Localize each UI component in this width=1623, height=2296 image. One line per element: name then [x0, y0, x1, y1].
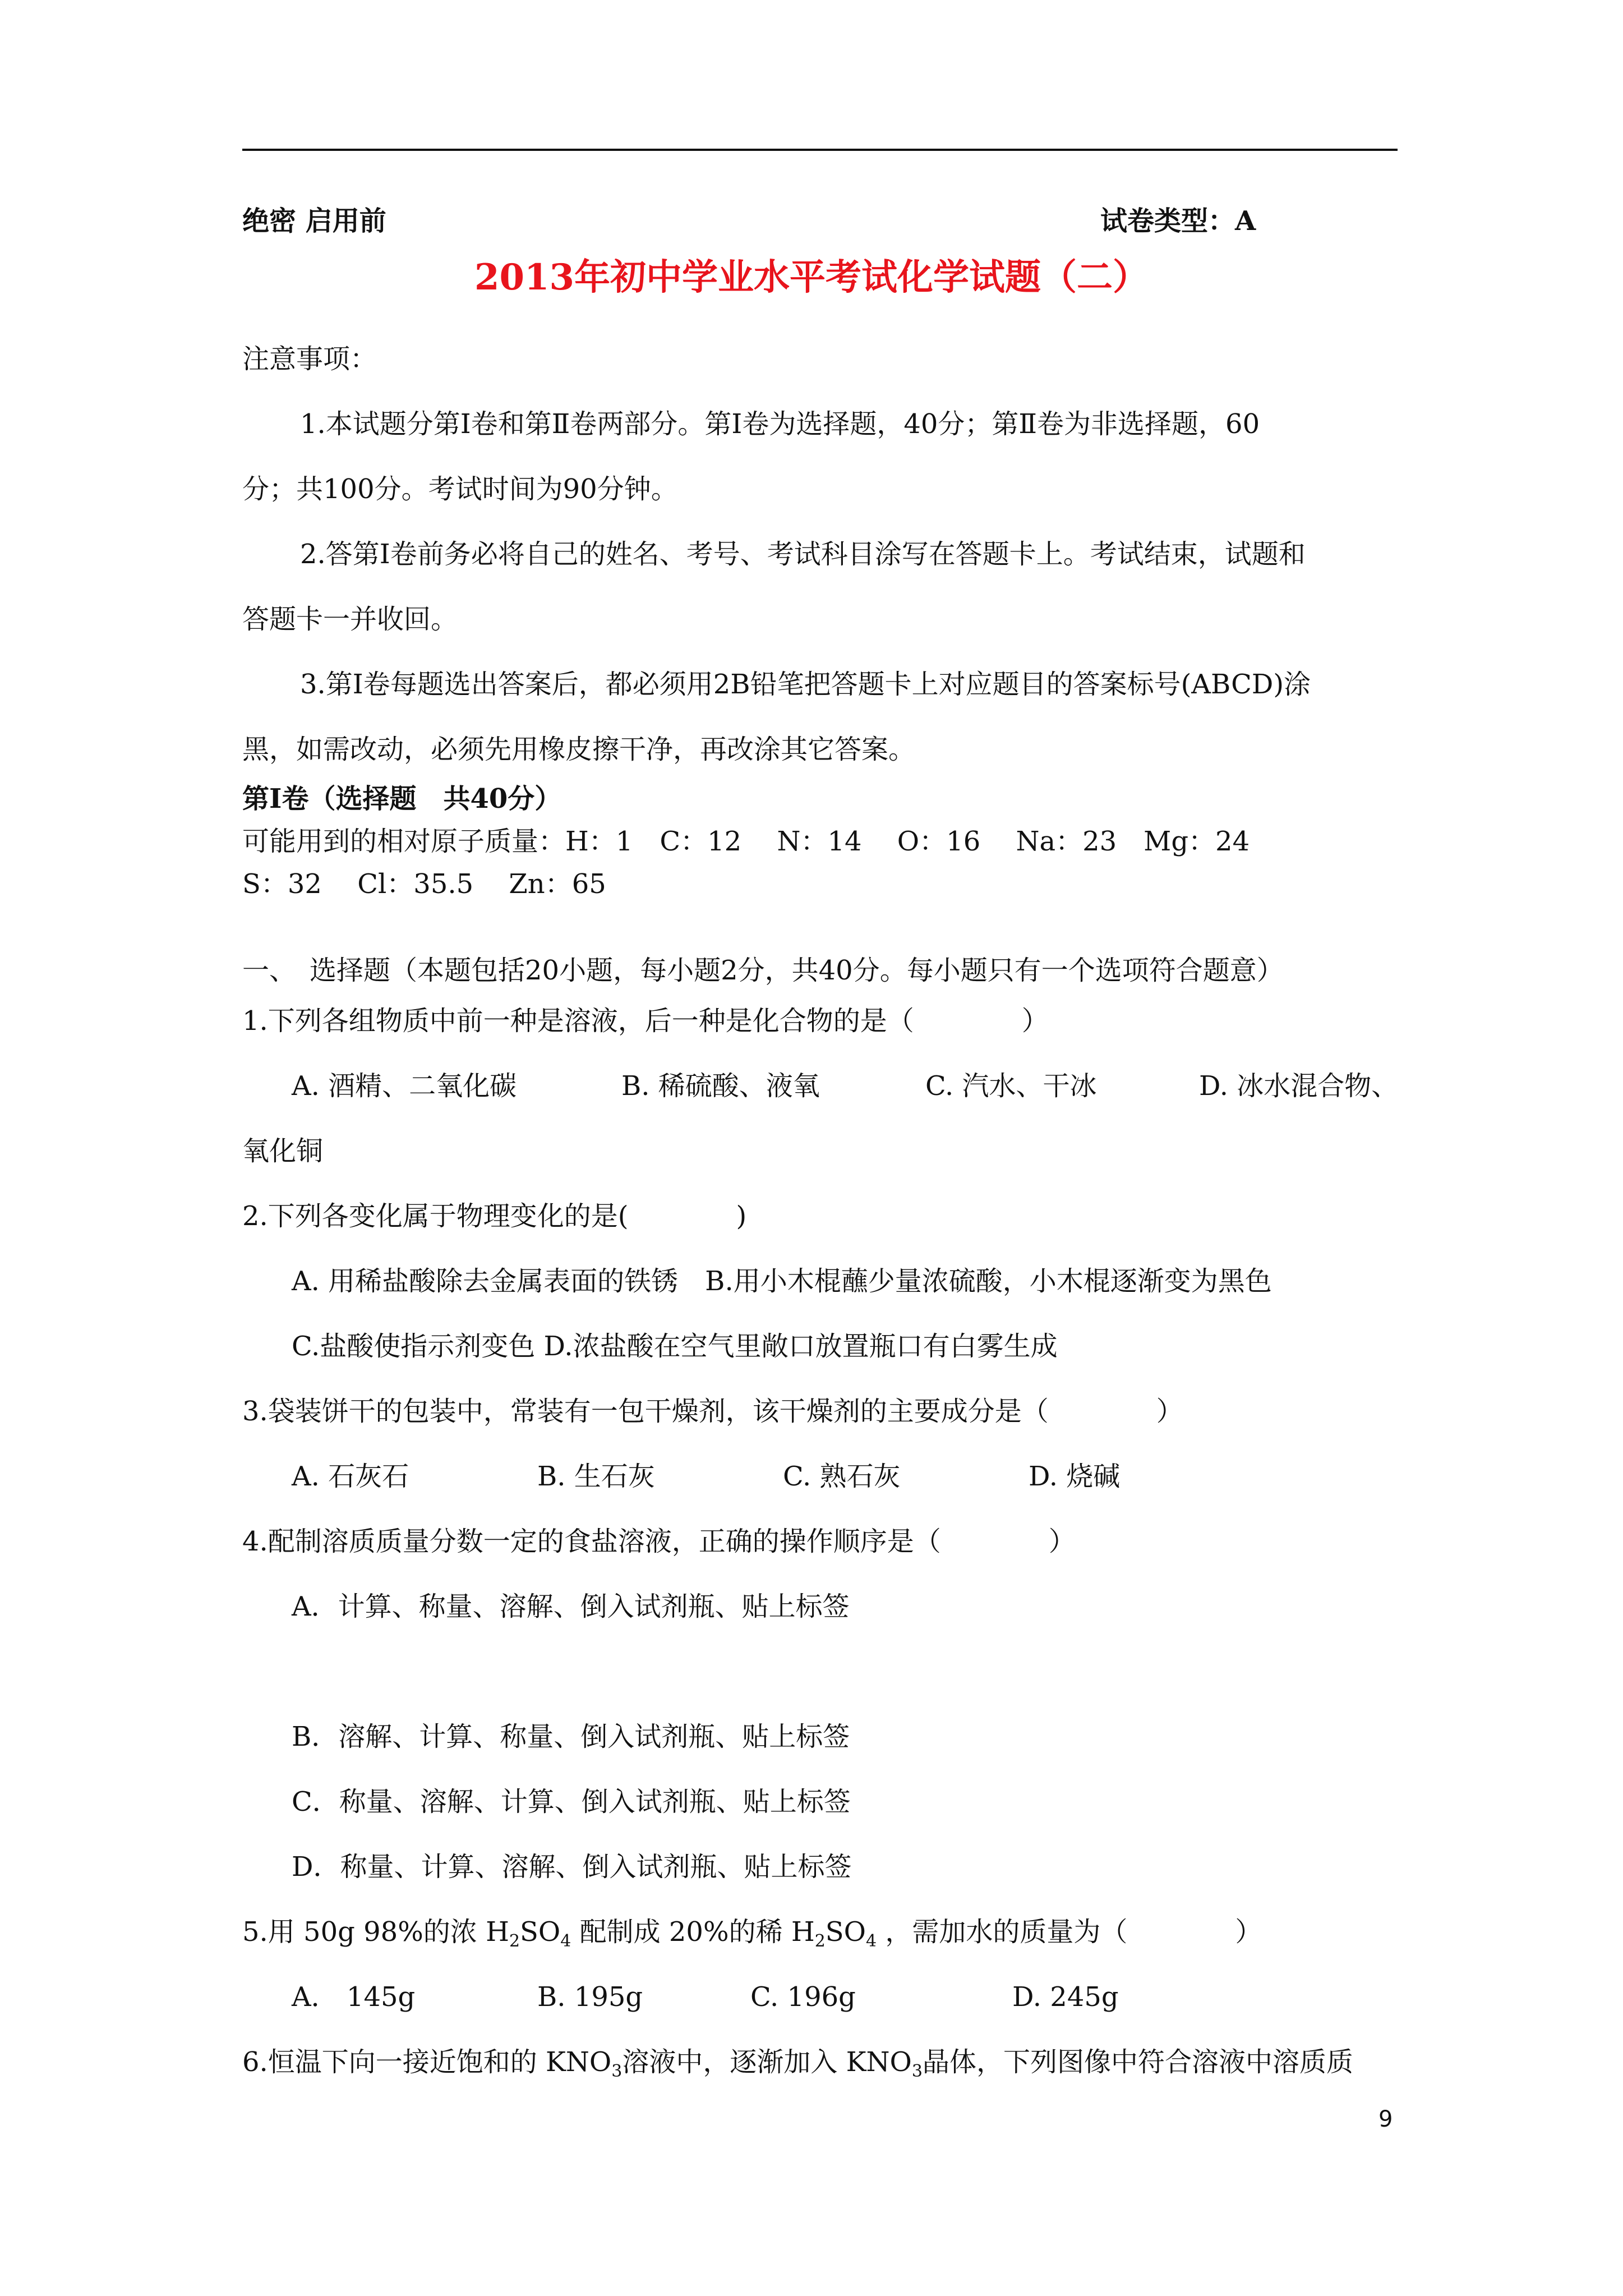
note-1: 1.本试题分第Ⅰ卷和第Ⅱ卷两部分。第Ⅰ卷为选择题，40分；第Ⅱ卷为非选择题，60 [300, 408, 1260, 440]
q5-option-c: C. 196g [750, 1981, 856, 2013]
q5-sub: 2 [814, 1931, 826, 1951]
q6-stem-text: 晶体，下列图像中符合溶液中溶质质 [922, 2046, 1353, 2078]
q5-sub: 4 [560, 1931, 571, 1951]
q5-sub: 4 [866, 1931, 877, 1951]
q5-stem-text: 配制成 20%的稀 H [571, 1916, 815, 1948]
q1-option-a: A. 酒精、二氧化碳 [292, 1070, 517, 1102]
note-2-cont: 答题卡一并收回。 [242, 604, 458, 635]
q5-option-d: D. 245g [1012, 1981, 1119, 2013]
q1-option-d: D. 冰水混合物、 [1199, 1070, 1399, 1102]
q5-option-b: B. 195g [537, 1981, 643, 2013]
q1-option-b: B. 稀硫酸、液氧 [621, 1070, 820, 1102]
header-rule [242, 149, 1398, 151]
q6-sub: 3 [911, 2062, 923, 2081]
q5-stem-text: SO [520, 1916, 561, 1948]
note-3: 3.第Ⅰ卷每题选出答案后，都必须用2B铅笔把答题卡上对应题目的答案标号(ABCD)涂 [300, 669, 1311, 700]
q5-sub: 2 [509, 1931, 520, 1951]
page-number: 9 [1378, 2106, 1393, 2132]
q2-options-cd: C.盐酸使指示剂变色 D.浓盐酸在空气里敞口放置瓶口有白雾生成 [292, 1331, 1058, 1362]
q6-stem-text: 6.恒温下向一接近饱和的 KNO [242, 2046, 612, 2078]
q4-option-a: A．计算、称量、溶解、倒入试剂瓶、贴上标签 [292, 1591, 850, 1622]
q4-option-c: C．称量、溶解、计算、倒入试剂瓶、贴上标签 [292, 1786, 851, 1818]
note-2: 2.答第Ⅰ卷前务必将自己的姓名、考号、考试科目涂写在答题卡上。考试结束，试题和 [300, 539, 1306, 570]
q1-option-d-cont: 氧化铜 [242, 1135, 324, 1167]
q3-option-c: C. 熟石灰 [783, 1461, 901, 1492]
note-1-cont: 分；共100分。考试时间为90分钟。 [242, 473, 678, 505]
q5-option-a: A． 145g [292, 1981, 416, 2013]
q6-stem [242, 2045, 1353, 2079]
q1-option-c: C. 汽水、干冰 [925, 1070, 1097, 1102]
part-heading: 一、 选择题（本题包括20小题，每小题2分，共40分。每小题只有一个选项符合题意） [242, 955, 1284, 986]
q2-options-ab: A. 用稀盐酸除去金属表面的铁锈 B.用小木棍蘸少量浓硫酸，小木棍逐渐变为黑色 [292, 1266, 1272, 1297]
notes-heading: 注意事项： [242, 343, 377, 375]
q5-stem-text: 5.用 50g 98%的浓 H [242, 1916, 509, 1948]
q6-stem-text: 溶液中，逐渐加入 KNO [622, 2046, 912, 2078]
q3-option-a: A. 石灰石 [292, 1461, 409, 1492]
q5-stem-text: SO [825, 1916, 866, 1948]
q3-option-b: B. 生石灰 [537, 1461, 655, 1492]
atomic-masses: 可能用到的相对原子质量：H：1 C：12 N：14 O：16 Na：23 Mg：24 [242, 826, 1250, 857]
q1-stem: 1.下列各组物质中前一种是溶液，后一种是化合物的是（ ） [242, 1005, 1049, 1037]
q6-sub: 3 [611, 2062, 623, 2081]
page-title: 2013年初中学业水平考试化学试题（二） [474, 256, 1149, 298]
section-heading: 第Ⅰ卷（选择题 共40分） [242, 783, 562, 815]
atomic-masses-cont: S：32 Cl：35.5 Zn：65 [242, 868, 606, 900]
q3-stem: 3.袋装饼干的包装中，常装有一包干燥剂，该干燥剂的主要成分是（ ） [242, 1396, 1183, 1427]
paper-type: 试卷类型：A [1100, 205, 1256, 237]
note-3-cont: 黑，如需改动，必须先用橡皮擦干净，再改涂其它答案。 [242, 734, 916, 765]
q2-stem: 2.下列各变化属于物理变化的是( ) [242, 1200, 747, 1232]
q3-option-d: D. 烧碱 [1029, 1461, 1121, 1492]
q4-option-d: D．称量、计算、溶解、倒入试剂瓶、贴上标签 [292, 1851, 852, 1883]
q4-stem: 4.配制溶质质量分数一定的食盐溶液，正确的操作顺序是（ ） [242, 1526, 1076, 1557]
secret-label: 绝密 启用前 [242, 205, 386, 237]
q4-option-b: B．溶解、计算、称量、倒入试剂瓶、贴上标签 [292, 1721, 850, 1752]
q5-stem-text: ，需加水的质量为（ ） [877, 1916, 1262, 1948]
q5-stem [242, 1915, 1262, 1949]
